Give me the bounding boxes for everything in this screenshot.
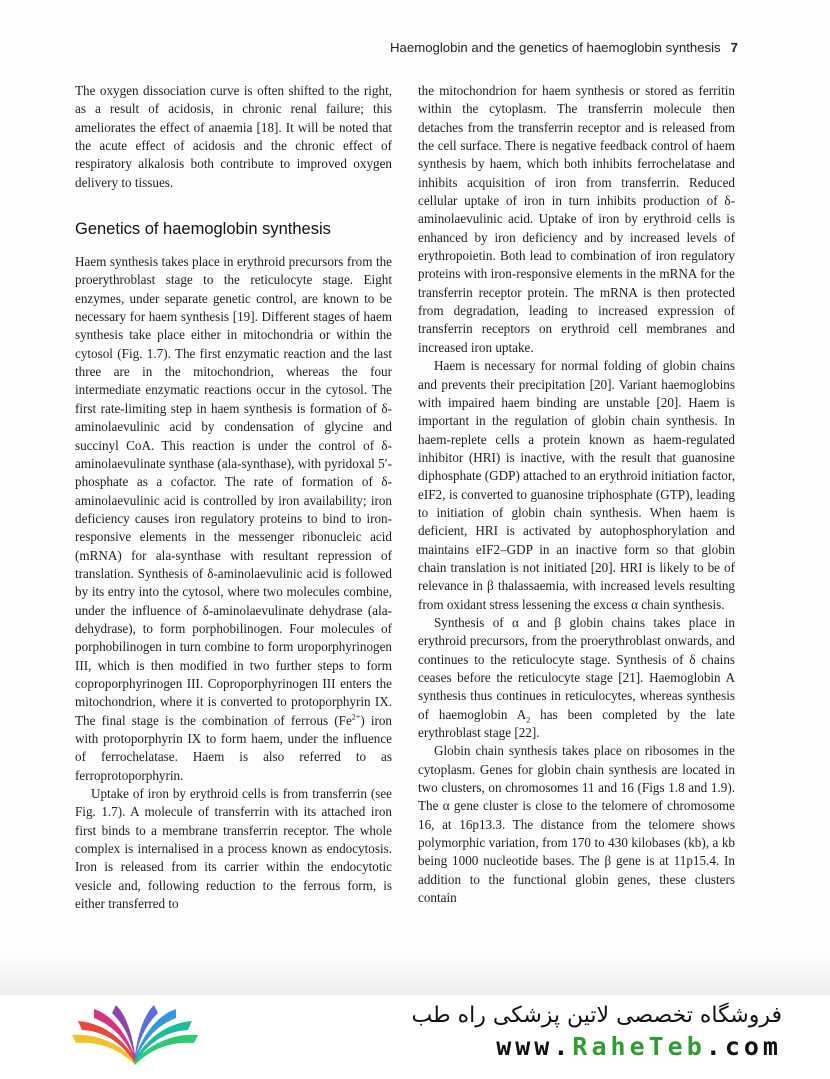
haem-synthesis-text: Haem synthesis takes place in erythroid precursors from the proerythroblast stage to the reticulocyte stage. Eight enzymes, under separate genetic control, are known to be necessary for haem synthesis [19]. Different stages of haem synthesis take place either in mitochondria or within the cytosol (Fig. 1.7). The first enzymatic reaction and the last three are in the mitochondrion, whereas the four intermediate enzymatic reactions occur in the cytosol. The first rate-limiting step in haem synthesis is formation of δ-aminolaevulinic acid by condensation of glycine and succinyl CoA. This reaction is under the control of δ-aminolaevulinate synthase (ala-synthase), with pyridoxal 5′-phosphate as a cofactor. The rate of formation of δ-aminolaevulinic acid is controlled by iron availability; iron deficiency causes iron regulatory proteins to bind to iron-responsive elements in the messenger ribonucleic acid (mRNA) for ala-synthase with resultant repression of translation. Synthesis of δ-aminolaevulinic acid is followed by its entry into the cytosol, where two molecules combine, under the influence of δ-aminolaevulinate dehydrase (ala-dehydrase), to form porphobilinogen. Four molecules of porphobilinogen in turn combine to form uroporphyrinogen III, which is then modified in two further steps to form coproporphyrinogen III. Coproporphyrinogen III enters the mitochondrion, where it is converted to protoporphyrin IX. The final stage is the combination of ferrous (Fe [75,254,392,728]
url-prefix: www. [496,1032,573,1061]
ribosomes-paragraph: Globin chain synthesis takes place on ribosomes in the cytoplasm. Genes for globin chain synthesis are located in two clusters, on chromosomes 11 and 16 (Figs 1.8 and 1.9). The α gene cluster is close to the telomere of chromosome 16, at 16p13.3. The distance from the telomere shows polymorphic variation, from 170 to 430 kilobases (kb), a kb being 1000 nucleotide bases. The β gene is at 11p15.4. In addition to the functional globin genes, these clusters contain [418,743,735,906]
haem-synthesis-paragraph [75,253,392,785]
continued-paragraph: the mitochondrion for haem synthesis or stored as ferritin within the cytoplasm. The transferrin molecule then detaches from the transferrin receptor and is released from the cell surface. There is negative feedback control of haem synthesis by haem, which both inhibits ferrochelatase and inhibits acquisition of iron from transferrin. Reduced cellular uptake of iron in turn inhibits production of δ-aminolaevulinic acid. Uptake of iron by erythroid cells is enhanced by iron deficiency and by increased levels of erythropoietin. Both lead to combination of iron regulatory proteins with iron-responsive elements in the mRNA for the transferrin receptor protein. The mRNA is then protected from degradation, leading to increased expression of transferrin receptors on erythroid cell membranes and increased iron uptake. [418,83,735,355]
store-name: فروشگاه تخصصی لاتین پزشکی راه طب [411,1003,782,1028]
page-number: 7 [730,40,738,55]
open-book-logo-icon [70,1003,200,1073]
watermark-footer [0,995,830,1079]
haem-folding-paragraph: Haem is necessary for normal folding of globin chains and prevents their precipitation [20]. Variant haemoglobins with impaired haem binding are unstable [20]. Haem is important in the regulation of globin chain synthesis. In haem-replete cells a protein known as haem-regulated inhibitor (HRI) is inactive, with the result that guanosine diphosphate (GDP) attached to an erythroid initiation factor, eIF2, is converted to guanosine triphosphate (GTP), leading to initiation of globin chain synthesis. When haem is deficient, HRI is activated by autophosphorylation and maintains eIF2–GDP in an inactive form so that globin chain translation is not initiated [20]. HRI is likely to be of relevance in β thalassaemia, with increased levels resulting from oxidant stress lessening the excess α chain synthesis. [418,358,735,612]
iron-uptake-paragraph: Uptake of iron by erythroid cells is from transferrin (see Fig. 1.7). A molecule of transferrin with its attached iron first binds to a membrane transferrin receptor. The whole complex is internalised in a process known as endocytosis. Iron is released from its carrier within the endocytotic vesicle and, following reduction to the ferrous form, is either transferred to [75,786,392,912]
running-head [390,40,738,55]
left-column [75,82,392,913]
alpha-beta-paragraph [418,614,735,742]
intro-paragraph: The oxygen dissociation curve is often shifted to the right, as a result of acidosis, in chronic renal failure; this ameliorates the effect of anaemia [18]. It will be noted that the acute effect of acidosis and the chronic effect of respiratory alkalosis both contribute to improved oxygen delivery to tissues. [75,83,392,190]
alpha-beta-text-end: has been completed by the late erythroblast stage [22]. [418,706,735,741]
site-url[interactable] [412,1032,783,1061]
a2-subscript: 2 [526,715,531,725]
haem-synthesis-text-end: ) iron with protoporphyrin IX to form haem, under the influence of ferrochelatase. Haem is also referred to as ferroprotoporphyrin. [75,712,392,783]
alpha-beta-text: Synthesis of α and β globin chains takes place in erythroid precursors, from the proerythroblast onwards, and continues to the reticulocyte stage. Synthesis of δ chains ceases before the reticulocyte stage [21]. Haemoglobin A synthesis thus continues in reticulocytes, whereas synthesis of haemoglobin A [418,614,735,722]
url-suffix: .com [705,1032,782,1061]
url-brand: RaheTeb [572,1032,706,1061]
fe-charge: 2+ [351,712,361,722]
right-column [418,82,735,907]
section-heading: Genetics of haemoglobin synthesis [75,220,331,239]
page-bottom-fade [0,955,830,1000]
running-title: Haemoglobin and the genetics of haemoglobin synthesis [390,40,721,55]
footer-text [412,1003,783,1061]
